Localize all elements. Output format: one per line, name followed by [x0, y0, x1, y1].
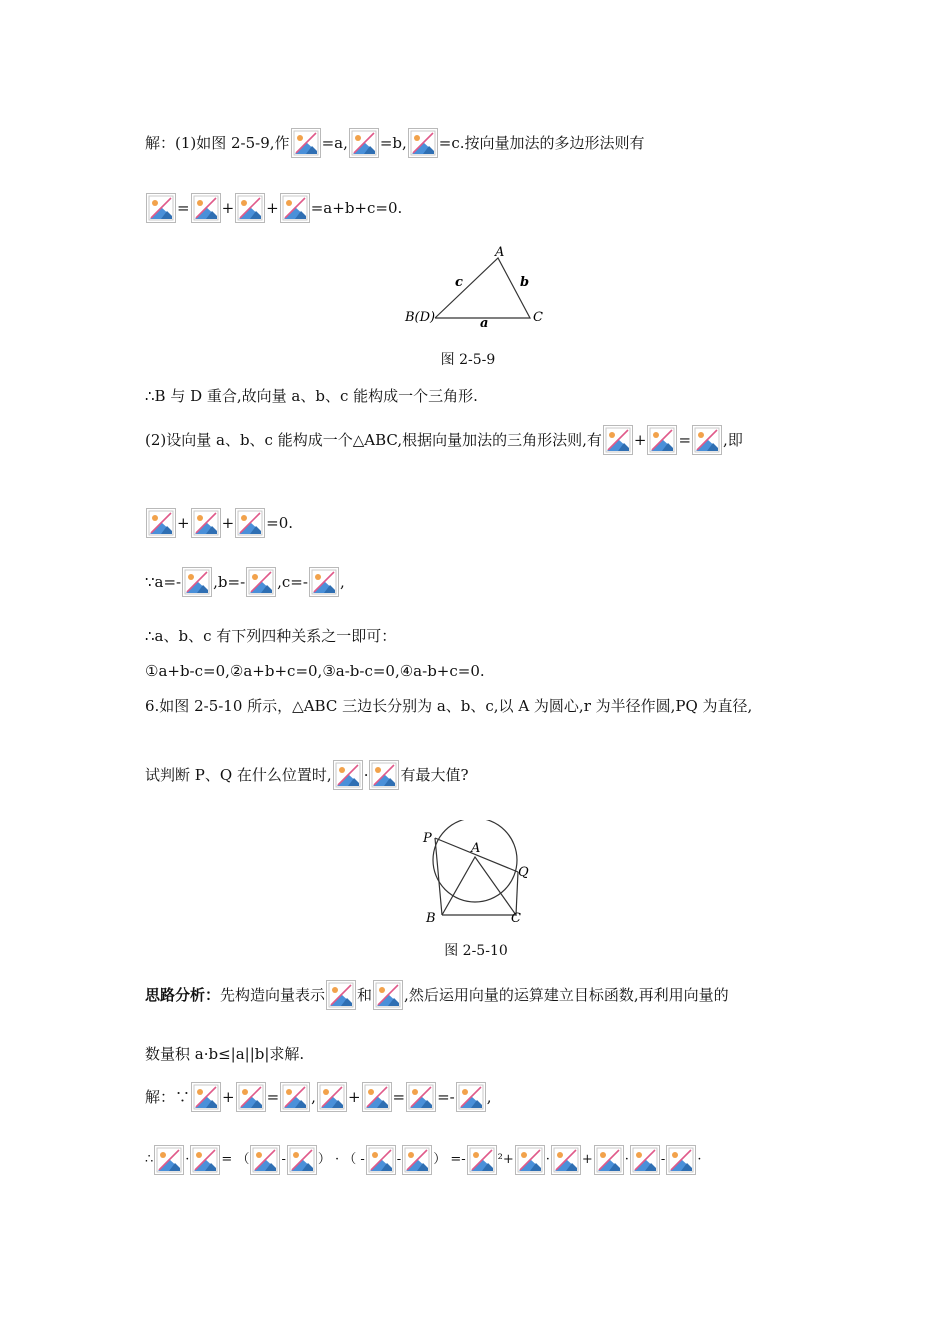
solution-line-3: ∴B 与 D 重合,故向量 a、b、c 能构成一个三角形.	[145, 387, 478, 405]
broken-image-icon	[146, 193, 176, 223]
broken-image-icon	[349, 128, 379, 158]
label-b: b	[520, 275, 530, 290]
broken-image-icon	[551, 1145, 581, 1175]
solution-line-7: ∴a、b、c 有下列四种关系之一即可：	[145, 627, 397, 645]
broken-image-icon	[190, 1145, 220, 1175]
broken-image-icon	[467, 1145, 497, 1175]
text: +	[266, 199, 279, 217]
broken-image-icon	[603, 425, 633, 455]
label-B: B	[426, 911, 436, 926]
label-B: B(D)	[405, 310, 436, 325]
broken-image-icon	[287, 1145, 317, 1175]
broken-image-icon	[191, 193, 221, 223]
label-Q: Q	[518, 865, 529, 880]
broken-image-icon	[235, 508, 265, 538]
solution-line-1	[145, 128, 645, 158]
label-C: C	[511, 911, 521, 926]
broken-image-icon	[235, 193, 265, 223]
solution-line-10: ∴ · = （ - ） · （ - - ） =- ²+ · + · - ·	[145, 1145, 701, 1175]
label-P: P	[423, 831, 432, 846]
broken-image-icon	[250, 1145, 280, 1175]
broken-image-icon	[280, 193, 310, 223]
solution-line-8: ①a+b-c=0,②a+b+c=0,③a-b-c=0,④a-b+c=0.	[145, 662, 485, 680]
broken-image-icon	[647, 425, 677, 455]
broken-image-icon	[594, 1145, 624, 1175]
text: =	[177, 199, 190, 217]
analysis-line-2: 数量积 a·b≤|a||b|求解.	[145, 1045, 305, 1063]
solution-line-6: ∵a=- ,b=- ,c=- ,	[145, 567, 345, 597]
circle-triangle-figure	[418, 820, 538, 930]
broken-image-icon	[456, 1082, 486, 1112]
solution-line-2	[145, 193, 402, 223]
broken-image-icon	[317, 1082, 347, 1112]
label-A: A	[495, 245, 505, 260]
text: =a+b+c=0.	[310, 199, 403, 217]
broken-image-icon	[630, 1145, 660, 1175]
broken-image-icon	[326, 980, 356, 1010]
broken-image-icon	[191, 1082, 221, 1112]
label-c: c	[455, 275, 463, 290]
broken-image-icon	[692, 425, 722, 455]
broken-image-icon	[406, 1082, 436, 1112]
broken-image-icon	[182, 567, 212, 597]
broken-image-icon	[366, 1145, 396, 1175]
text: 解：(1)如图 2-5-9,作	[145, 134, 290, 152]
broken-image-icon	[362, 1082, 392, 1112]
label-A: A	[471, 841, 481, 856]
broken-image-icon	[373, 980, 403, 1010]
text: +	[221, 199, 235, 217]
broken-image-icon	[246, 567, 276, 597]
broken-image-icon	[402, 1145, 432, 1175]
solution-line-9: 解：∵ + = , + = =- ,	[145, 1082, 492, 1112]
broken-image-icon	[236, 1082, 266, 1112]
text: =b,	[379, 134, 407, 152]
broken-image-icon	[191, 508, 221, 538]
broken-image-icon	[280, 1082, 310, 1112]
broken-image-icon	[408, 128, 438, 158]
solution-line-4: (2)设向量 a、b、c 能构成一个△ABC,根据向量加法的三角形法则,有 + = ,即	[145, 425, 743, 455]
figure-caption: 图 2-5-9	[440, 352, 496, 368]
text: =a,	[321, 134, 348, 152]
text: =c.按向量加法的多边形法则有	[438, 134, 645, 152]
problem-line-2: 试判断 P、Q 在什么位置时, · 有最大值?	[145, 760, 469, 790]
problem-line-1: 6.如图 2-5-10 所示，△ABC 三边长分别为 a、b、c,以 A 为圆心,r 为半径作圆,PQ 为直径,	[145, 697, 753, 715]
broken-image-icon	[154, 1145, 184, 1175]
label-a: a	[480, 316, 489, 328]
broken-image-icon	[369, 760, 399, 790]
broken-image-icon	[291, 128, 321, 158]
broken-image-icon	[333, 760, 363, 790]
broken-image-icon	[146, 508, 176, 538]
figure-caption: 图 2-5-10	[444, 943, 508, 959]
label-C: C	[533, 310, 543, 325]
broken-image-icon	[515, 1145, 545, 1175]
broken-image-icon	[309, 567, 339, 597]
solution-line-5: + + =0.	[145, 508, 293, 538]
broken-image-icon	[666, 1145, 696, 1175]
analysis-line-1: 思路分析：先构造向量表示 和 ,然后运用向量的运算建立目标函数,再利用向量的	[145, 980, 729, 1010]
triangle-figure	[400, 243, 550, 328]
